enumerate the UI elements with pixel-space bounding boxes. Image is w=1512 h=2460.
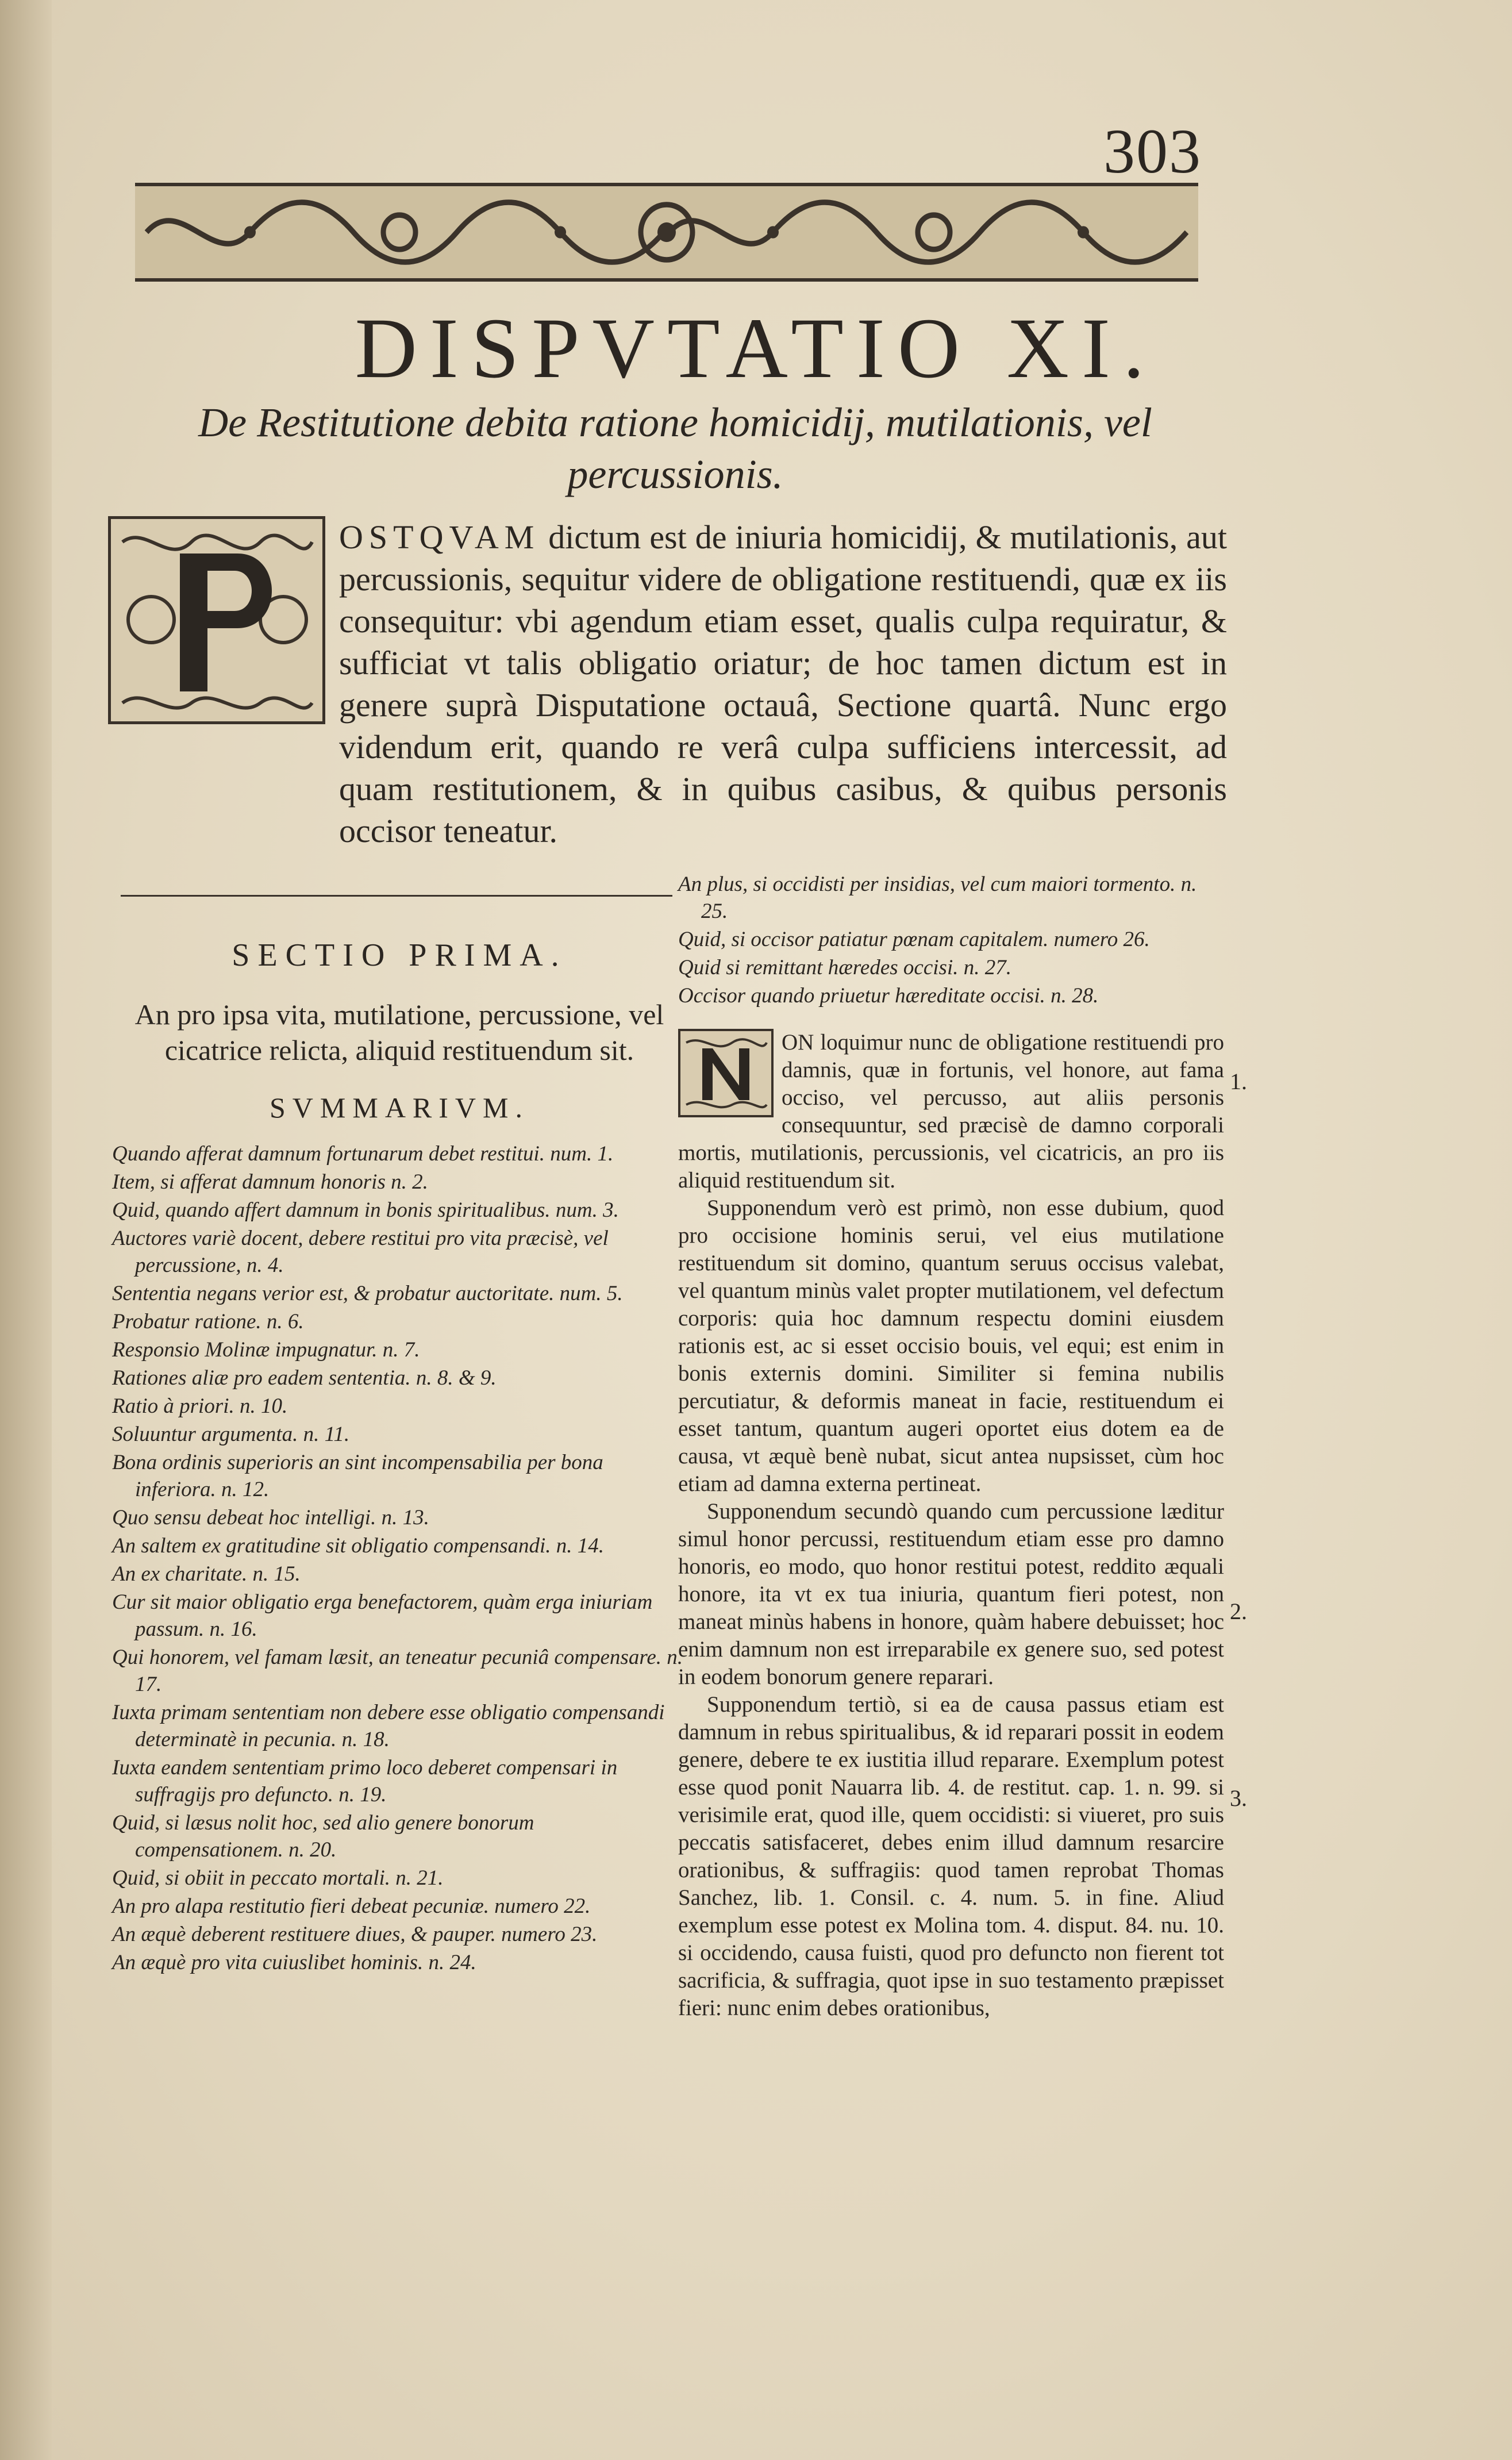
paragraph-1: ON loquimur nunc de obligatione restituendi pro damnis, quæ in fortunis, vel honore, aut fama occiso, vel percusso, aut aliis personis consequuntur, sed præcisè de damno corporali mortis, mutilationis, percussionis, vel cicatricis, an pro iis aliquid restituendum sit. [678, 1030, 1224, 1193]
disputation-title: DISPVTATIO XI. [355, 301, 1157, 396]
summary-item: Quid, si obiit in peccato mortali. n. 21. [112, 1866, 444, 1890]
intro-first-words: OSTQVAM [339, 518, 540, 556]
summary-list [112, 1140, 687, 1976]
decorated-initial-n-icon [680, 1031, 771, 1115]
summary-item: Quid, quando affert damnum in bonis spiritualibus. num. 3. [112, 1198, 619, 1222]
body-text [678, 1029, 1224, 2022]
summary-item: An saltem ex gratitudine sit obligatio compensandi. n. 14. [112, 1534, 605, 1558]
drop-cap-n [678, 1029, 774, 1117]
summary-item: Auctores variè docent, debere restitui pro vita præcisè, vel percussione, n. 4. [112, 1227, 609, 1277]
marginal-number-2: 2. [1230, 1598, 1247, 1624]
summary-item: An æquè pro vita cuiuslibet hominis. n. 24. [112, 1951, 476, 1974]
summary-item: An ex charitate. n. 15. [112, 1562, 301, 1586]
summary-item: Responsio Molinæ impugnatur. n. 7. [112, 1338, 420, 1362]
summary-item: Bona ordinis superioris an sint incompensabilia per bona inferiora. n. 12. [112, 1451, 603, 1501]
summary-continued-list [678, 871, 1224, 1009]
summary-item: Quid si remittant hæredes occisi. n. 27. [678, 956, 1011, 979]
page-number: 303 [1103, 116, 1202, 186]
marginal-number-1: 1. [1230, 1068, 1247, 1094]
summary-item: An æquè deberent restituere diues, & pauper. numero 23. [112, 1923, 598, 1946]
summary-item: Rationes aliæ pro eadem sententia. n. 8. & 9. [112, 1366, 497, 1390]
summary-item: Probatur ratione. n. 6. [112, 1310, 304, 1333]
summary-item: Quo sensu debeat hoc intelligi. n. 13. [112, 1506, 429, 1529]
summary-item: Sententia negans verior est, & probatur auctoritate. num. 5. [112, 1282, 623, 1305]
summary-item: Iuxta eandem sententiam primo loco deberet compensari in suffragijs pro defuncto. n. 19. [112, 1756, 618, 1806]
column-divider-rule [121, 895, 672, 897]
marginal-number-3: 3. [1230, 1785, 1247, 1811]
summary-item: Cur sit maior obligatio erga benefactorem, quàm erga iniuriam passum. n. 16. [112, 1590, 653, 1641]
summary-item: Iuxta primam sententiam non debere esse obligatio compensandi determinatè in pecunia. n. 18. [112, 1701, 665, 1751]
summary-item: An plus, si occidisti per insidias, vel cum maiori tormento. n. 25. [678, 872, 1197, 923]
section-title: An pro ipsa vita, mutilatione, percussione, vel cicatrice relicta, aliquid restituendum sit. [134, 998, 664, 1066]
headpiece-ornament-icon [135, 186, 1198, 278]
introduction-paragraph [95, 516, 1227, 852]
summary-item: Occisor quando priuetur hæreditate occisi. n. 28. [678, 984, 1099, 1008]
left-column [112, 914, 687, 1977]
summary-item: An pro alapa restitutio fieri debeat pecuniæ. numero 22. [112, 1894, 591, 1918]
summary-item: Quid, si læsus nolit hoc, sed alio genere bonorum compensationem. n. 20. [112, 1811, 534, 1862]
decorative-headpiece [135, 183, 1198, 282]
paragraph-3: Supponendum secundò quando cum percussione læditur simul honor percussi, restituendum etiam esse pro damno honoris, eo modo, quo honor restitui potest, reddito æquali honore, ita vt ex tua iniuria, quantum fieri potest, non maneat minùs habens in honore, quàm habere debuisset; hoc enim damnum non est irreparabile ex genere suo, sed potest in eodem bonorum genere reparari. [678, 1499, 1224, 1689]
summary-item: Ratio à priori. n. 10. [112, 1394, 288, 1418]
summary-item: Qui honorem, vel famam læsit, an teneatur pecuniâ compensare. n. 17. [112, 1646, 683, 1696]
right-column [678, 871, 1224, 2022]
intro-text: dictum est de iniuria homicidij, & mutilationis, aut percussionis, sequitur videre de obligatione restituendi, quæ ex iis consequitur: vbi agendum etiam esset, qualis culpa requiratur, & sufficiat vt talis obligatio oriatur; de hoc tamen dictum est in genere suprà Disputatione octauâ, Sectione quartâ. Nunc ergo videndum erit, quando re verâ culpa sufficiens intercessit, ad quam restitutionem, & in quibus casibus, & quibus personis occisor teneatur. [339, 518, 1227, 850]
summary-item: Soluuntur argumenta. n. 11. [112, 1423, 350, 1446]
summary-item: Quid, si occisor patiatur pœnam capitalem. numero 26. [678, 928, 1150, 951]
summary-heading: SVMMARIVM. [269, 1091, 529, 1124]
summary-item: Item, si afferat damnum honoris n. 2. [112, 1170, 428, 1194]
paragraph-4: Supponendum tertiò, si ea de causa passus etiam est damnum in rebus spiritualibus, & id reparari possit in eodem genere, debere te ex iustitia illud reparare. Exemplum potest esse quod ponit Nauarra lib. 4. de restitut. cap. 1. n. 99. si verisimile erat, quod ille, quem occidisti: si viueret, pro suis peccatis satisfaceret, debes enim illud damnum resarcire orationibus, & suffragiis: quod tamen reprobat Thomas Sanchez, lib. 1. Consil. c. 4. num. 5. in fine. Aliud exemplum esse potest ex Molina tom. 4. disput. 84. nu. 10. si occidendo, causa fuisti, quod pro defuncto non fierent tot sacrificia, & suffragia, quot ipse in suo testamento præpisset fieri: nunc enim debes orationibus, [678, 1692, 1224, 2020]
paragraph-2: Supponendum verò est primò, non esse dubium, quod pro occisione hominis serui, vel eius mutilatione restituendum sit domino, quantum seruus occisus valebat, vel quantum minùs valet propter mutilationem, vel defectum corporis: quia hoc damnum respectu domini eiusdem rationis est, ac si esset occisio bouis, vel equi; est enim in bonis externis domini. Similiter si femina nubilis percutiatur, & deformis maneat in facie, restituendum ei esset tantum, quantum augeri oportet eius dotem ea de causa, vt æquè benè nubat, sicut antea nupsisset, cùm hoc etiam ad damna externa pertineat. [678, 1196, 1224, 1496]
summary-item: Quando afferat damnum fortunarum debet restitui. num. 1. [112, 1142, 614, 1166]
section-heading: SECTIO PRIMA. [232, 937, 567, 973]
disputation-subtitle: De Restitutione debita ratione homicidij, mutilationis, vel percussionis. [198, 399, 1152, 497]
